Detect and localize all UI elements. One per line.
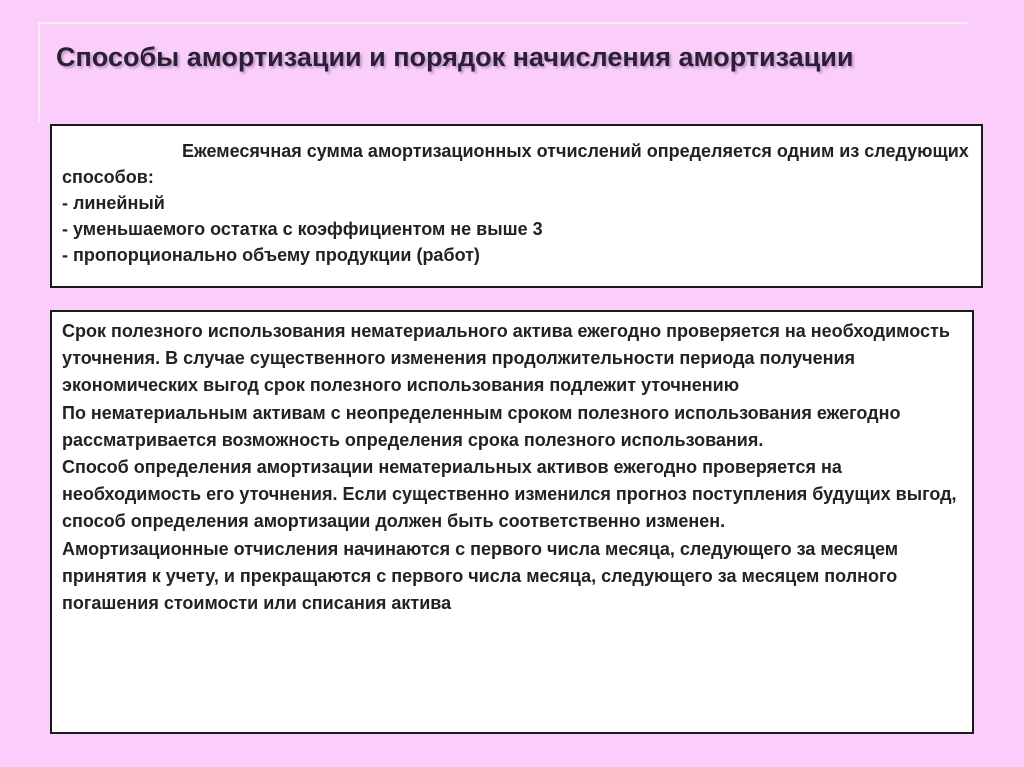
method-item-declining-balance: - уменьшаемого остатка с коэффициентом не выше 3 (62, 219, 543, 239)
terms-box (50, 310, 974, 734)
method-item-units-of-production: - пропорционально объему продукции (работ) (62, 245, 480, 265)
terms-paragraph-method-review: Способ определения амортизации нематериальных активов ежегодно проверяется на необходимость его уточнения. Если существенно изменился прогноз поступления будущих выгод, способ определения амортизации должен быть соответственно изменен. (62, 457, 957, 532)
terms-paragraph-useful-life: Срок полезного использования нематериального актива ежегодно проверяется на необходимость уточнения. В случае существенного изменения продолжительности периода получения экономических выгод срок полезного использования подлежит уточнению (62, 321, 950, 396)
terms-paragraph-accrual-timing: Амортизационные отчисления начинаются с первого числа месяца, следующего за месяцем принятия к учету, и прекращаются с первого числа месяца, следующего за месяцем полного погашения стоимости или списания актива (62, 538, 899, 614)
frame-line-left (38, 22, 40, 122)
frame-line-top (38, 22, 968, 24)
slide-title: Способы амортизации и порядок начисления амортизации (56, 42, 854, 72)
terms-paragraph-indefinite-life: По нематериальным активам с неопределенным сроком полезного использования ежегодно рассматривается возможность определения срока полезного использования. (62, 402, 901, 450)
method-item-linear: - линейный (62, 193, 165, 213)
methods-box (50, 124, 983, 288)
methods-intro: Ежемесячная сумма амортизационных отчислений определяется одним из следующих способов: (62, 141, 969, 187)
